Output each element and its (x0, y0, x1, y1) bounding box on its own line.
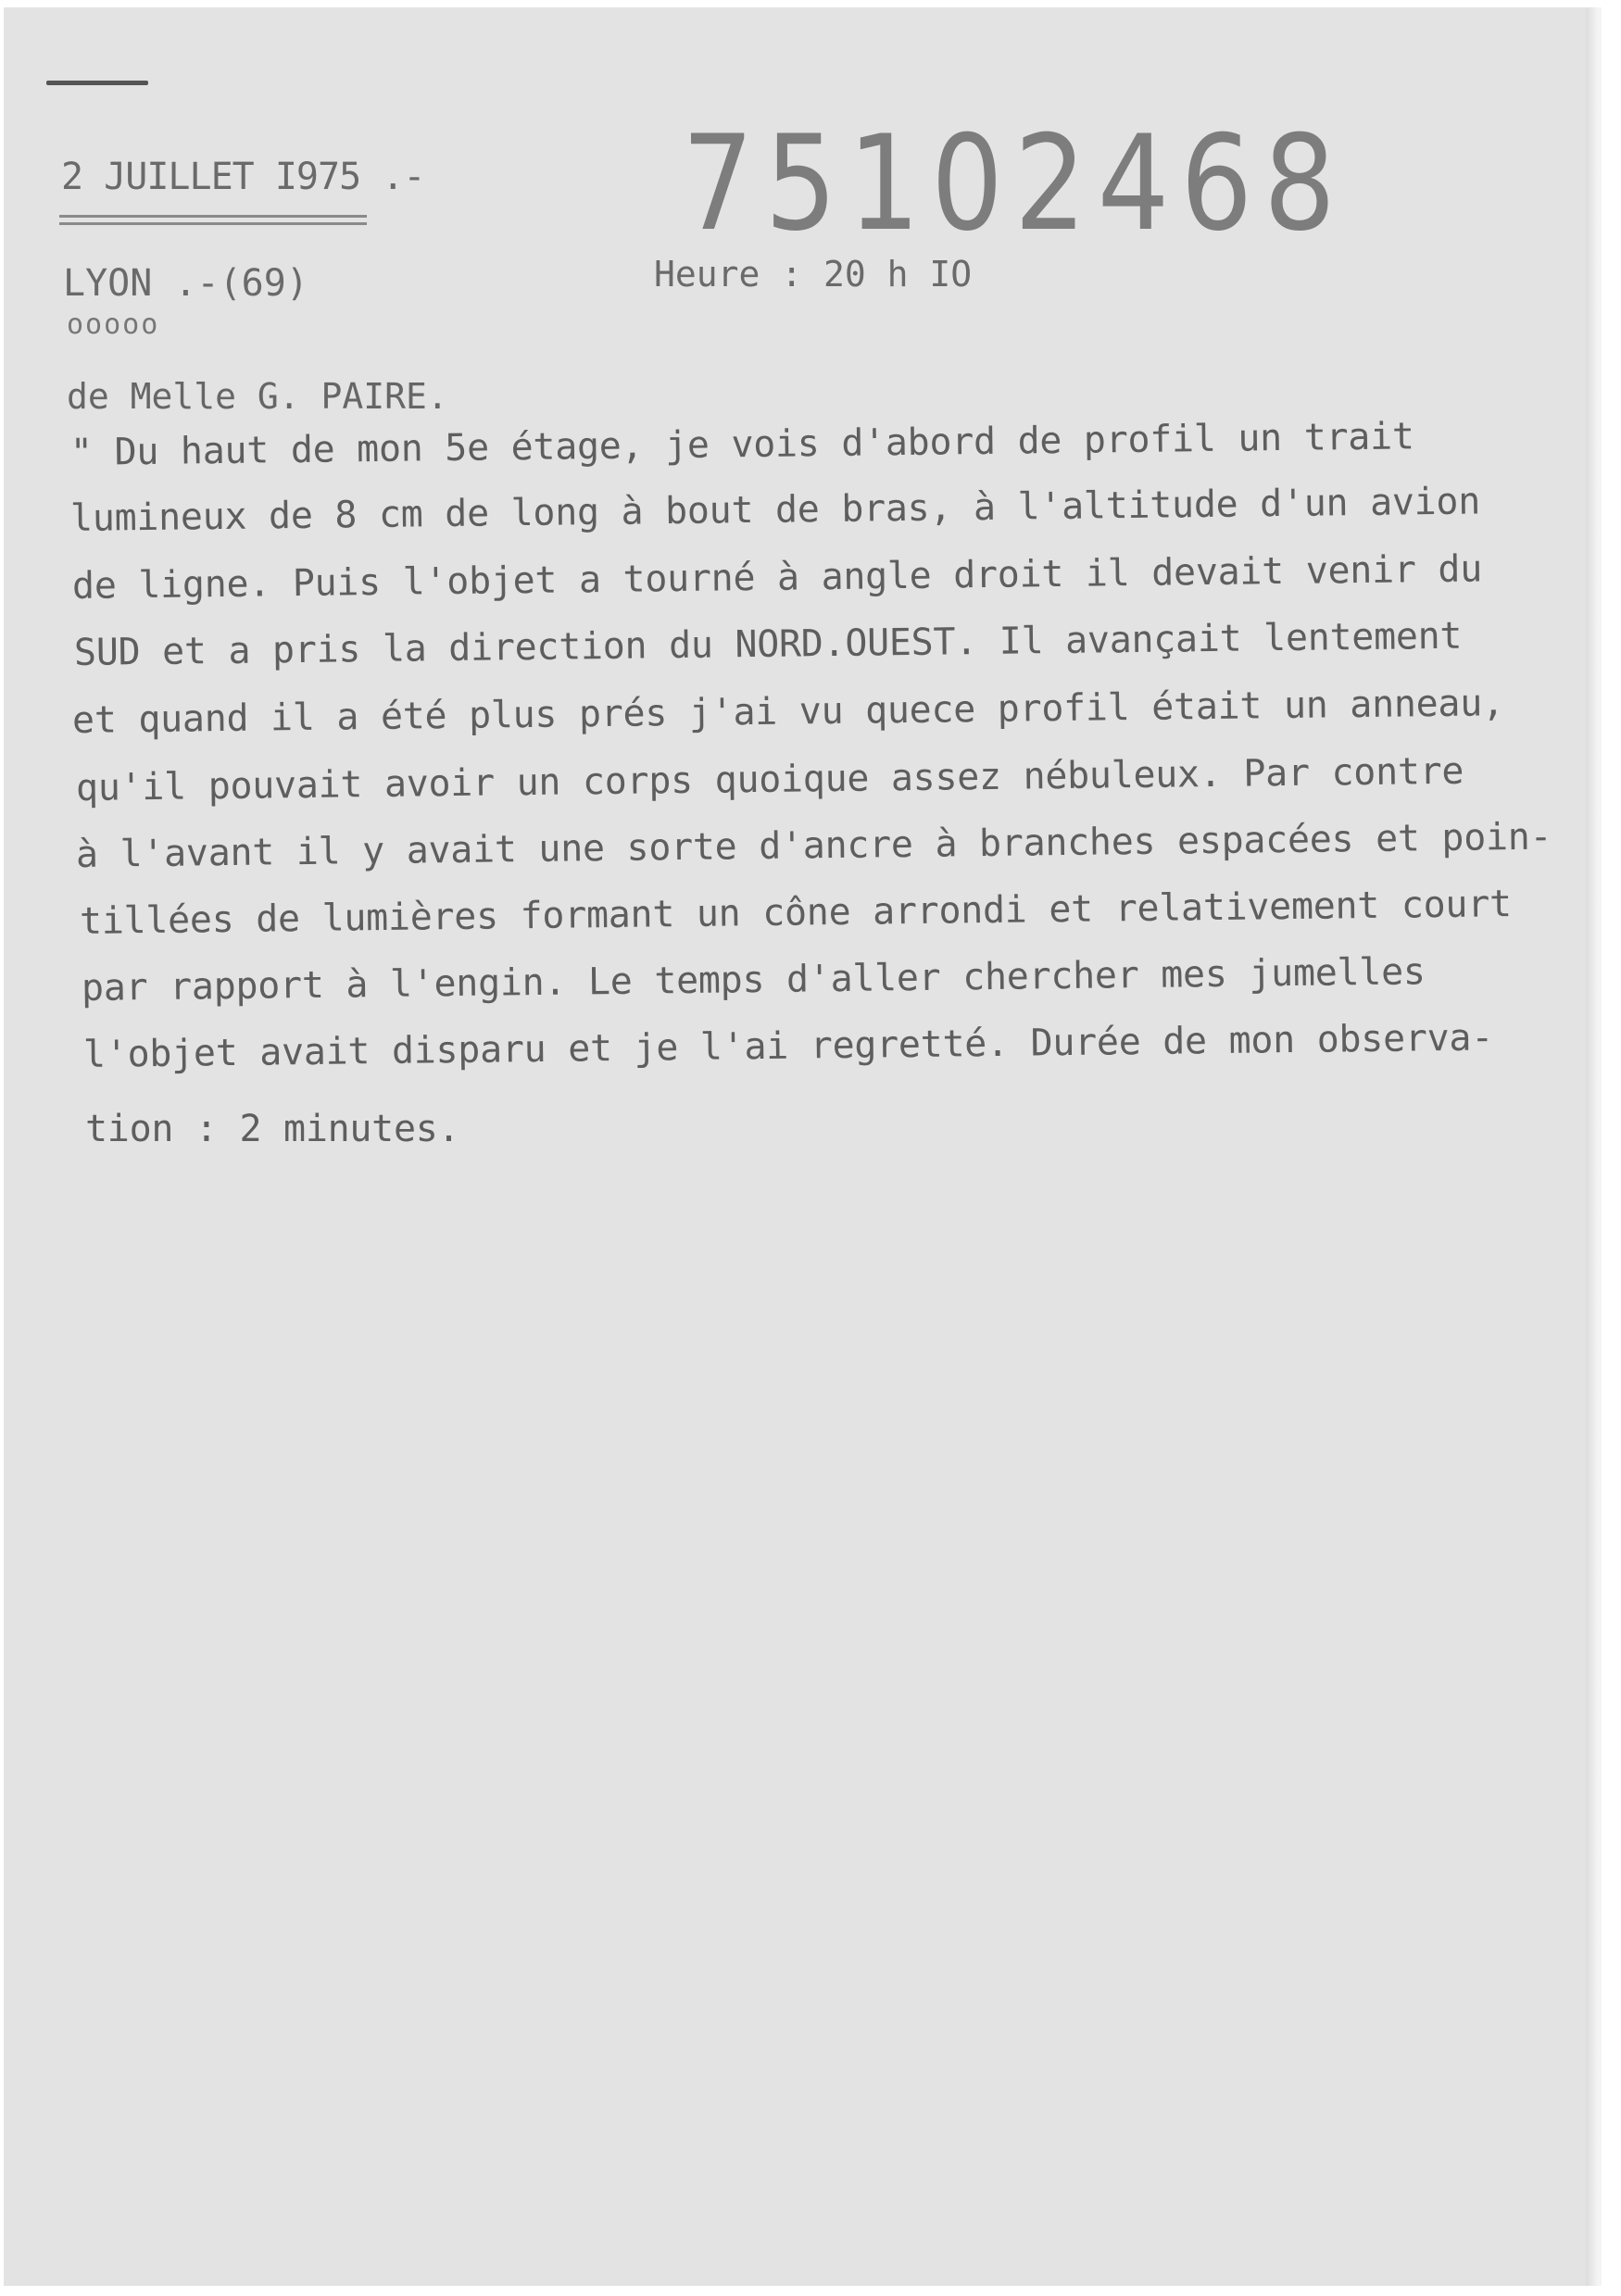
report-line: l'objet avait disparu et je l'ai regretté. Durée de mon observa- (82, 1016, 1494, 1076)
report-line: lumineux de 8 cm de long à bout de bras, à l'altitude d'un avion (69, 480, 1481, 540)
report-line: tion : 2 minutes. (85, 1108, 460, 1150)
date-underline (59, 215, 367, 218)
report-location: LYON .-(69) (63, 262, 308, 305)
report-line: SUD et a pris la direction du NORD.OUEST. Il avançait lentement (73, 614, 1463, 674)
witness-name: de Melle G. PAIRE. (67, 376, 448, 417)
report-time: Heure : 20 h IO (654, 254, 973, 295)
report-line: de ligne. Puis l'objet a tourné à angle droit il devait venir du (71, 547, 1483, 608)
report-line: qu'il pouvait avoir un corps quoique assez nébuleux. Par contre (75, 749, 1464, 809)
page-edge-shadow (1586, 7, 1599, 2286)
report-date: 2 JUILLET I975 .- (61, 156, 425, 198)
report-line: " Du haut de mon 5e étage, je vois d'abord de profil un trait (69, 415, 1414, 474)
location-underline-marks: ooooo (67, 308, 160, 341)
report-line: et quand il a été plus prés j'ai vu quece profil était un anneau, (71, 682, 1505, 742)
report-line: tillées de lumières formant un cône arrondi et relativement court (79, 883, 1513, 943)
report-line: à l'avant il y avait une sorte d'ancre à branches espacées et poin- (75, 815, 1552, 876)
corner-pencil-mark (46, 81, 148, 85)
case-number-stamp: 75102468 (682, 107, 1347, 260)
report-line: par rapport à l'engin. Le temps d'aller chercher mes jumelles (81, 950, 1426, 1010)
date-underline-second (59, 222, 367, 225)
